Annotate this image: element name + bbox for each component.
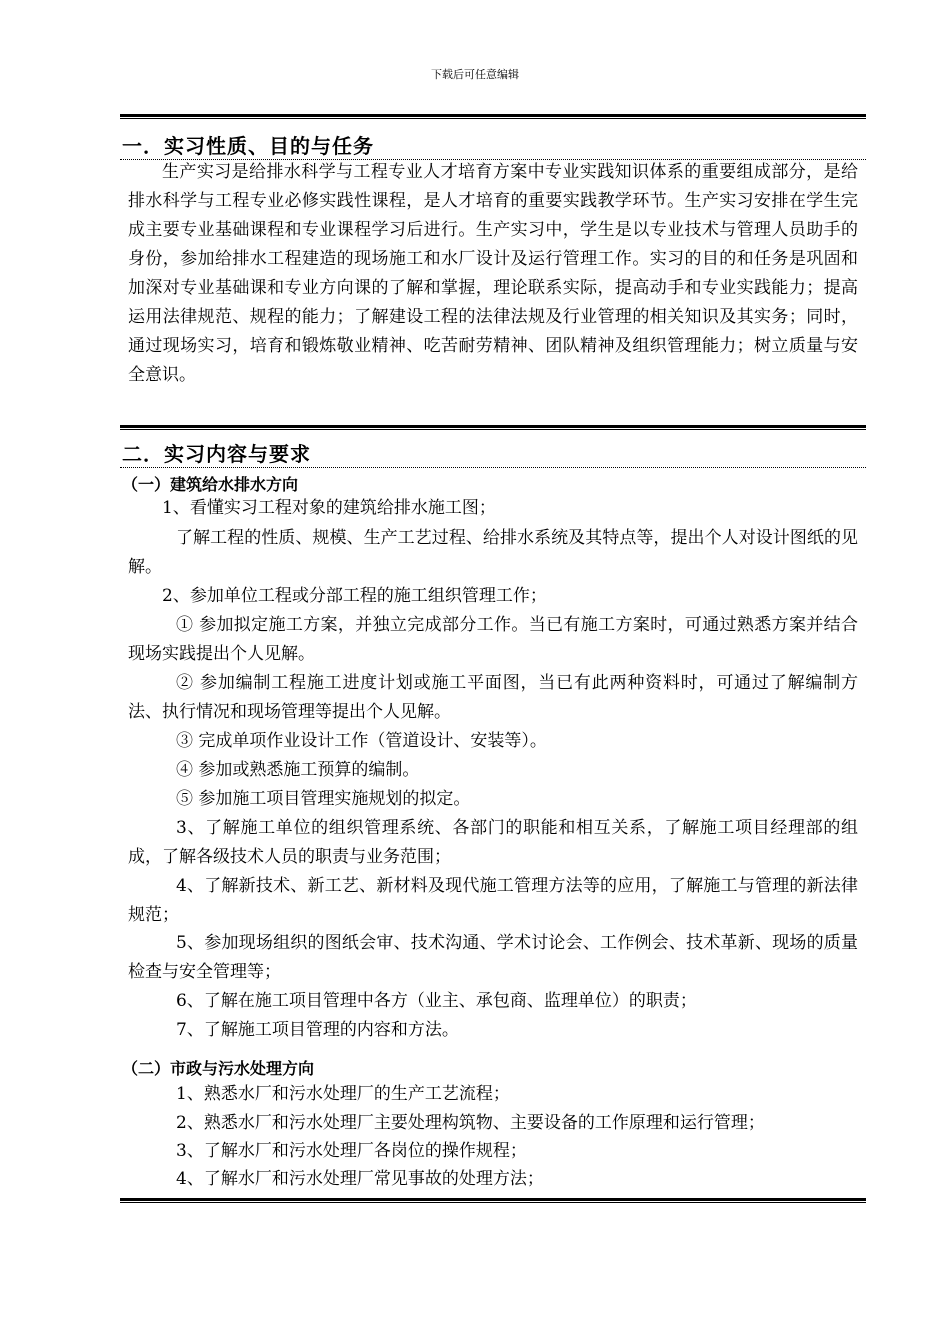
sub1-item4: 4、了解新技术、新工艺、新材料及现代施工管理方法等的应用，了解施工与管理的新法律规范； bbox=[128, 876, 858, 925]
sub2-item4: 4、了解水厂和污水处理厂常见事故的处理方法； bbox=[176, 1169, 544, 1189]
sub1-title: （一）建筑给水排水方向 bbox=[122, 475, 299, 494]
sub2-item2: 2、熟悉水厂和污水处理厂主要处理构筑物、主要设备的工作原理和运行管理； bbox=[176, 1113, 765, 1133]
sub1-item1-detail: 了解工程的性质、规模、生产工艺过程、给排水系统及其特点等，提出个人对设计图纸的见解。 bbox=[128, 528, 858, 577]
sub1-item1: 1、看懂实习工程对象的建筑给排水施工图； bbox=[162, 498, 496, 518]
sub1-sub-c: ③ 完成单项作业设计工作（管道设计、安装等）。 bbox=[176, 731, 547, 751]
section1-body: 生产实习是给排水科学与工程专业人才培育方案中专业实践知识体系的重要组成部分，是给排水科学与工程专业必修实践性课程，是人才培育的重要实践教学环节。生产实习安排在学生完成主要专业基础课程和专业课程学习后进行。生产实习中，学生是以专业技术与管理人员助手的身份，参加给排水工程建造的现场施工和水厂设计及运行管理工作。实习的目的和任务是巩固和加深对专业基础课和专业方向课的了解和掌握，理论联系实际，提高动手和专业实践能力；提高运用法律规范、规程的能力；了解建设工程的法律法规及行业管理的相关知识及其实务；同时，通过现场实习，培育和锻炼敬业精神、吃苦耐劳精神、团队精神及组织管理能力；树立质量与安全意识。 bbox=[128, 162, 858, 385]
sub2-title: （二）市政与污水处理方向 bbox=[122, 1059, 315, 1078]
sub1-sub-b: ② 参加编制工程施工进度计划或施工平面图，当已有此两种资料时，可通过了解编制方法、执行情况和现场管理等提出个人见解。 bbox=[128, 673, 858, 722]
top-double-rule bbox=[120, 114, 866, 117]
sub1-item2: 2、参加单位工程或分部工程的施工组织管理工作； bbox=[162, 586, 547, 606]
section2-double-rule bbox=[120, 425, 866, 428]
sub1-item7: 7、了解施工项目管理的内容和方法。 bbox=[176, 1020, 459, 1040]
sub1-sub-e: ⑤ 参加施工项目管理实施规划的拟定。 bbox=[176, 789, 471, 809]
section1-title: 一．实习性质、目的与任务 bbox=[122, 134, 374, 158]
sub1-item3: 3、了解施工单位的组织管理系统、各部门的职能和相互关系，了解施工项目经理部的组成，了解各级技术人员的职责与业务范围； bbox=[128, 818, 858, 867]
sub1-sub-d: ④ 参加或熟悉施工预算的编制。 bbox=[176, 760, 420, 780]
sub1-item6: 6、了解在施工项目管理中各方（业主、承包商、监理单位）的职责； bbox=[176, 991, 697, 1011]
section2-dotted-rule bbox=[120, 467, 866, 468]
header-note: 下载后可任意编辑 bbox=[431, 68, 519, 81]
sub1-item5: 5、参加现场组织的图纸会审、技术沟通、学术讨论会、工作例会、技术革新、现场的质量检查与安全管理等； bbox=[128, 933, 858, 982]
sub2-item3: 3、了解水厂和污水处理厂各岗位的操作规程； bbox=[176, 1141, 527, 1161]
sub2-item1: 1、熟悉水厂和污水处理厂的生产工艺流程； bbox=[176, 1084, 510, 1104]
sub1-sub-a: ① 参加拟定施工方案，并独立完成部分工作。当已有施工方案时，可通过熟悉方案并结合现场实践提出个人见解。 bbox=[128, 615, 858, 664]
section2-title: 二．实习内容与要求 bbox=[122, 442, 311, 466]
bottom-double-rule bbox=[120, 1198, 866, 1201]
